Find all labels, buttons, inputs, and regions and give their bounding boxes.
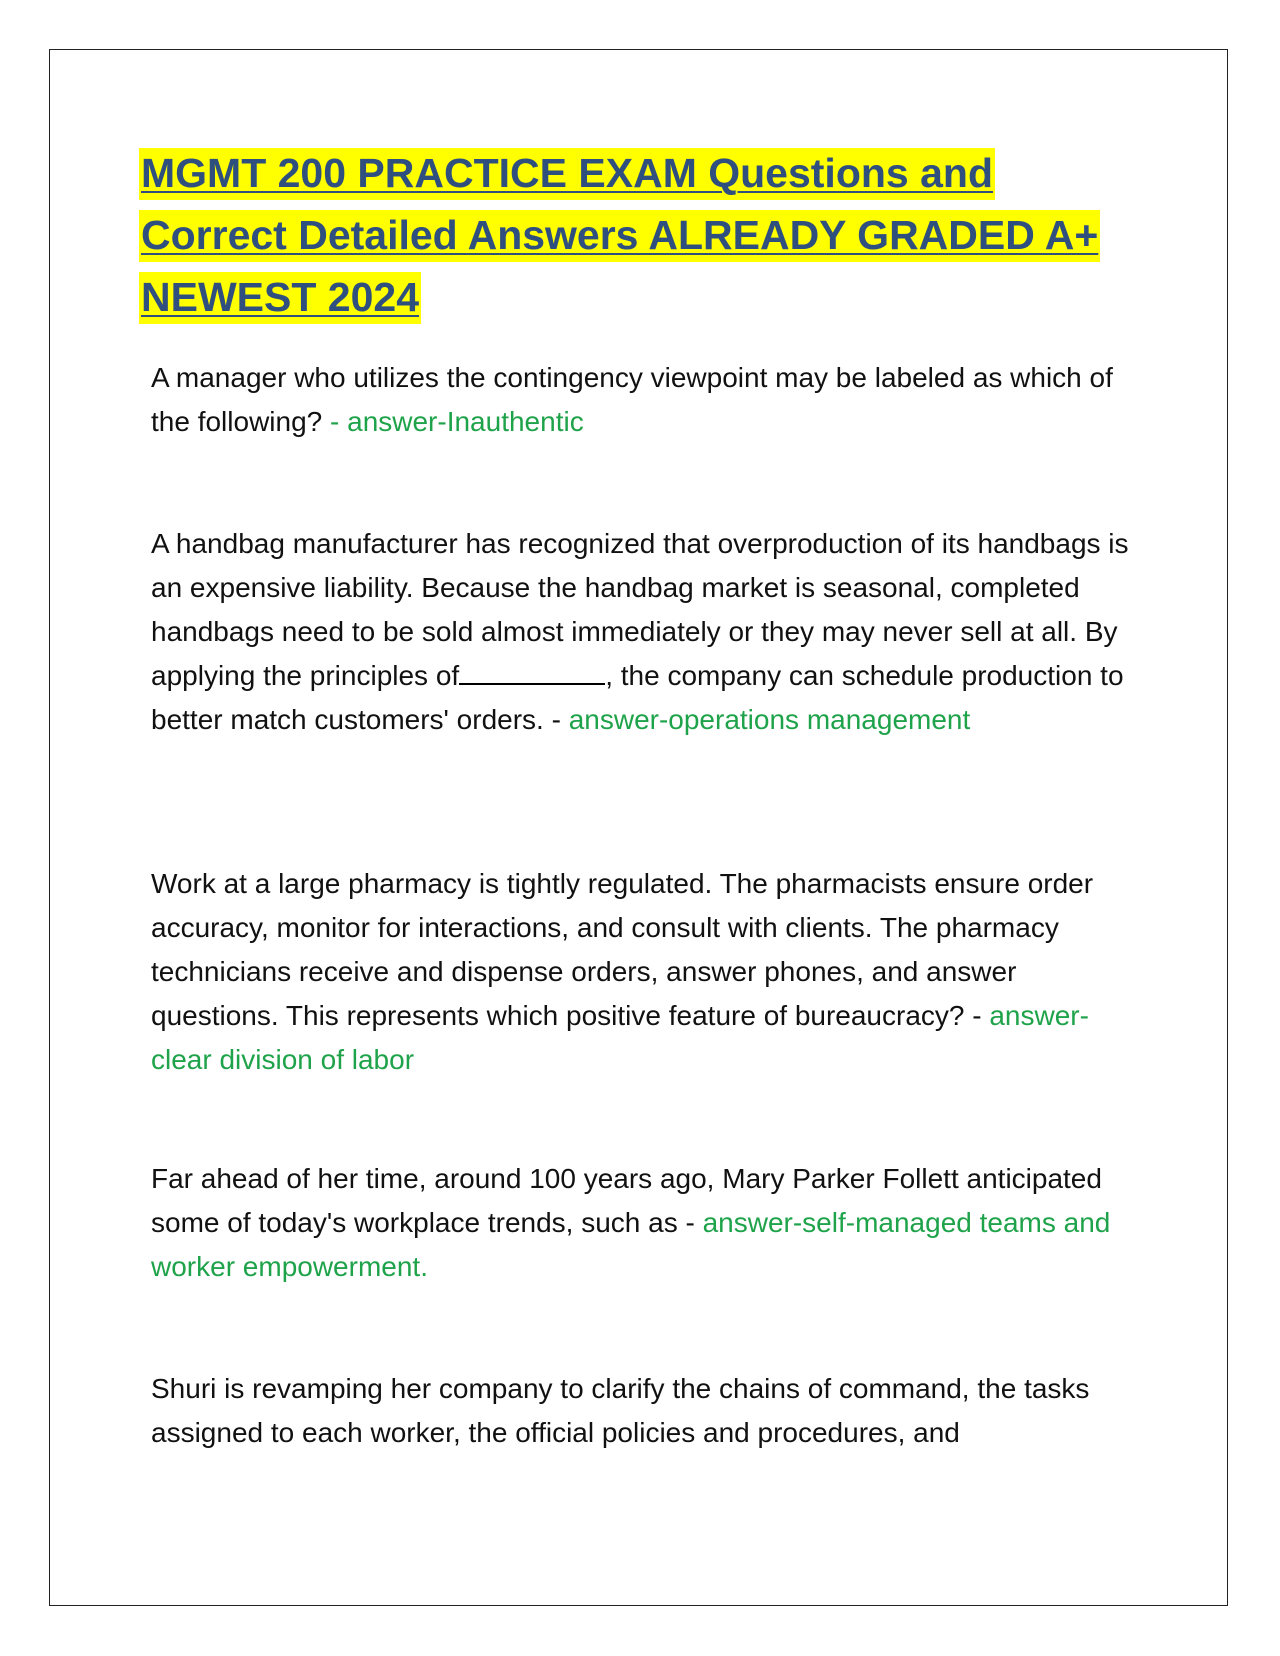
question-item-3 xyxy=(151,862,1141,1082)
question-text: Shuri is revamping her company to clarify the chains of command, the tasks assigned to each worker, the official policies and procedures, and xyxy=(151,1373,1090,1448)
question-item-2 xyxy=(151,522,1141,742)
question-item-1 xyxy=(151,356,1141,444)
question-text-continued: , the company can schedule production to better match customers' orders. - xyxy=(151,660,1124,735)
question-text: Far ahead of her time, around 100 years ago, Mary Parker Follett anticipated some of today's workplace trends, such as - xyxy=(151,1163,1102,1238)
answer-text: - answer-Inauthentic xyxy=(322,406,584,437)
question-text: A manager who utilizes the contingency viewpoint may be labeled as which of the following? xyxy=(151,362,1113,437)
answer-text: answer-clear division of labor xyxy=(151,1000,1089,1075)
answer-text: answer-operations management xyxy=(568,704,971,735)
answer-text: answer-self-managed teams and worker empowerment. xyxy=(151,1207,1111,1282)
question-item-4 xyxy=(151,1157,1141,1289)
document-title xyxy=(139,142,1149,328)
fill-in-blank xyxy=(459,657,605,685)
question-item-5 xyxy=(151,1367,1141,1455)
title-highlight: MGMT 200 PRACTICE EXAM Questions and Correct Detailed Answers ALREADY GRADED A+ NEWEST 2024 xyxy=(139,148,1100,324)
question-text: Work at a large pharmacy is tightly regulated. The pharmacists ensure order accuracy, monitor for interactions, and consult with clients. The pharmacy technicians receive and dispense orders, answer phones, and answer questions. This represents which positive feature of bureaucracy? - xyxy=(151,868,1094,1031)
question-text: A handbag manufacturer has recognized that overproduction of its handbags is an expensive liability. Because the handbag market is seasonal, completed handbags need to be sold almost immediately or they may never sell at all. By applying the principles of xyxy=(151,528,1129,691)
